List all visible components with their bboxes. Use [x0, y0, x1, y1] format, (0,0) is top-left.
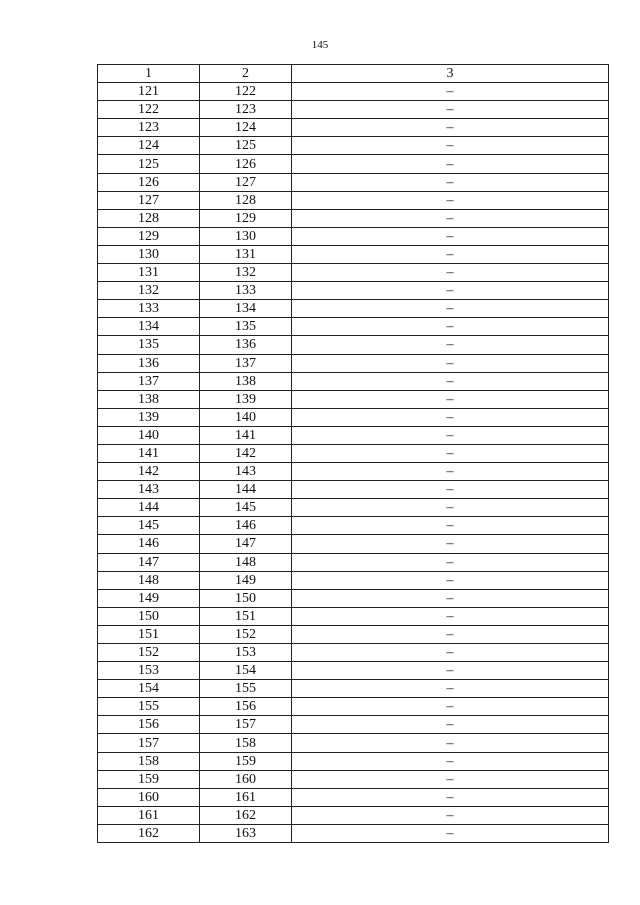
cell-column-3: –: [292, 463, 609, 481]
cell-column-3: –: [292, 607, 609, 625]
cell-column-2: 156: [200, 698, 292, 716]
table-row: [98, 444, 609, 462]
table-row: [98, 191, 609, 209]
column-header-2: 2: [200, 65, 292, 83]
table-row: [98, 824, 609, 842]
cell-column-3: –: [292, 662, 609, 680]
cell-column-1: 143: [98, 481, 200, 499]
table-row: [98, 571, 609, 589]
table-row: [98, 698, 609, 716]
table-row: [98, 390, 609, 408]
table-row: [98, 644, 609, 662]
cell-column-3: –: [292, 137, 609, 155]
cell-column-2: 143: [200, 463, 292, 481]
cell-column-3: –: [292, 191, 609, 209]
cell-column-3: –: [292, 535, 609, 553]
cell-column-2: 135: [200, 318, 292, 336]
cell-column-2: 141: [200, 426, 292, 444]
cell-column-1: 137: [98, 372, 200, 390]
cell-column-3: –: [292, 481, 609, 499]
table-row: [98, 372, 609, 390]
table-row: [98, 354, 609, 372]
cell-column-2: 134: [200, 300, 292, 318]
table-row: [98, 589, 609, 607]
cell-column-2: 151: [200, 607, 292, 625]
cell-column-3: –: [292, 625, 609, 643]
cell-column-1: 126: [98, 173, 200, 191]
cell-column-2: 145: [200, 499, 292, 517]
cell-column-3: –: [292, 517, 609, 535]
table-row: [98, 499, 609, 517]
table-row: [98, 716, 609, 734]
column-header-1: 1: [98, 65, 200, 83]
table-row: [98, 553, 609, 571]
cell-column-1: 155: [98, 698, 200, 716]
cell-column-2: 158: [200, 734, 292, 752]
cell-column-1: 145: [98, 517, 200, 535]
table-row: [98, 227, 609, 245]
cell-column-2: 131: [200, 245, 292, 263]
cell-column-1: 136: [98, 354, 200, 372]
cell-column-1: 125: [98, 155, 200, 173]
table-row: [98, 300, 609, 318]
table-row: [98, 770, 609, 788]
cell-column-2: 125: [200, 137, 292, 155]
cell-column-3: –: [292, 589, 609, 607]
cell-column-2: 142: [200, 444, 292, 462]
cell-column-2: 132: [200, 264, 292, 282]
table-row: [98, 680, 609, 698]
table-row: [98, 752, 609, 770]
cell-column-2: 163: [200, 824, 292, 842]
cell-column-3: –: [292, 173, 609, 191]
cell-column-3: –: [292, 155, 609, 173]
cell-column-3: –: [292, 336, 609, 354]
table-row: [98, 408, 609, 426]
cell-column-1: 148: [98, 571, 200, 589]
cell-column-2: 152: [200, 625, 292, 643]
cell-column-2: 136: [200, 336, 292, 354]
table-row: [98, 155, 609, 173]
cell-column-1: 152: [98, 644, 200, 662]
table-row: [98, 101, 609, 119]
cell-column-1: 121: [98, 83, 200, 101]
table-row: [98, 625, 609, 643]
table-row: [98, 481, 609, 499]
cell-column-3: –: [292, 499, 609, 517]
cell-column-1: 154: [98, 680, 200, 698]
cell-column-1: 129: [98, 227, 200, 245]
page-number: 145: [311, 39, 329, 51]
table-row: [98, 119, 609, 137]
cell-column-1: 134: [98, 318, 200, 336]
table-row: [98, 806, 609, 824]
table-row: [98, 734, 609, 752]
table-row: [98, 318, 609, 336]
cell-column-2: 146: [200, 517, 292, 535]
cell-column-2: 137: [200, 354, 292, 372]
table-row: [98, 264, 609, 282]
table-row: [98, 137, 609, 155]
cell-column-1: 142: [98, 463, 200, 481]
cell-column-1: 123: [98, 119, 200, 137]
cell-column-2: 147: [200, 535, 292, 553]
cell-column-2: 140: [200, 408, 292, 426]
cell-column-3: –: [292, 680, 609, 698]
cell-column-2: 139: [200, 390, 292, 408]
cell-column-1: 138: [98, 390, 200, 408]
cell-column-2: 160: [200, 770, 292, 788]
cell-column-2: 149: [200, 571, 292, 589]
cell-column-1: 132: [98, 282, 200, 300]
cell-column-1: 122: [98, 101, 200, 119]
cell-column-3: –: [292, 83, 609, 101]
cell-column-1: 147: [98, 553, 200, 571]
cell-column-1: 139: [98, 408, 200, 426]
table-row: [98, 173, 609, 191]
cell-column-3: –: [292, 444, 609, 462]
cell-column-1: 149: [98, 589, 200, 607]
cell-column-3: –: [292, 571, 609, 589]
cell-column-2: 129: [200, 209, 292, 227]
cell-column-2: 159: [200, 752, 292, 770]
cell-column-3: –: [292, 300, 609, 318]
cell-column-2: 130: [200, 227, 292, 245]
cell-column-3: –: [292, 119, 609, 137]
cell-column-1: 127: [98, 191, 200, 209]
cell-column-1: 124: [98, 137, 200, 155]
table-row: [98, 662, 609, 680]
table-row: [98, 788, 609, 806]
cell-column-2: 126: [200, 155, 292, 173]
column-header-3: 3: [292, 65, 609, 83]
cell-column-3: –: [292, 698, 609, 716]
cell-column-3: –: [292, 806, 609, 824]
table-body: [98, 83, 609, 843]
cell-column-3: –: [292, 264, 609, 282]
cell-column-3: –: [292, 101, 609, 119]
cell-column-3: –: [292, 716, 609, 734]
cell-column-2: 128: [200, 191, 292, 209]
table-row: [98, 607, 609, 625]
cell-column-1: 141: [98, 444, 200, 462]
cell-column-2: 162: [200, 806, 292, 824]
cell-column-1: 159: [98, 770, 200, 788]
cell-column-3: –: [292, 209, 609, 227]
cell-column-2: 122: [200, 83, 292, 101]
cell-column-3: –: [292, 788, 609, 806]
data-table: [97, 64, 609, 843]
cell-column-3: –: [292, 408, 609, 426]
cell-column-2: 155: [200, 680, 292, 698]
table-row: [98, 426, 609, 444]
table-row: [98, 282, 609, 300]
cell-column-2: 148: [200, 553, 292, 571]
cell-column-3: –: [292, 553, 609, 571]
cell-column-1: 156: [98, 716, 200, 734]
cell-column-3: –: [292, 372, 609, 390]
cell-column-3: –: [292, 734, 609, 752]
cell-column-3: –: [292, 426, 609, 444]
cell-column-2: 157: [200, 716, 292, 734]
cell-column-2: 124: [200, 119, 292, 137]
cell-column-2: 153: [200, 644, 292, 662]
table-row: [98, 209, 609, 227]
cell-column-1: 128: [98, 209, 200, 227]
cell-column-1: 133: [98, 300, 200, 318]
cell-column-1: 157: [98, 734, 200, 752]
cell-column-1: 160: [98, 788, 200, 806]
cell-column-3: –: [292, 282, 609, 300]
cell-column-2: 133: [200, 282, 292, 300]
cell-column-1: 162: [98, 824, 200, 842]
cell-column-3: –: [292, 318, 609, 336]
cell-column-3: –: [292, 354, 609, 372]
cell-column-2: 123: [200, 101, 292, 119]
cell-column-1: 135: [98, 336, 200, 354]
cell-column-1: 144: [98, 499, 200, 517]
table-row: [98, 245, 609, 263]
cell-column-1: 151: [98, 625, 200, 643]
cell-column-2: 154: [200, 662, 292, 680]
cell-column-1: 158: [98, 752, 200, 770]
cell-column-3: –: [292, 390, 609, 408]
cell-column-2: 127: [200, 173, 292, 191]
table-row: [98, 517, 609, 535]
cell-column-3: –: [292, 770, 609, 788]
cell-column-3: –: [292, 644, 609, 662]
cell-column-2: 161: [200, 788, 292, 806]
cell-column-1: 130: [98, 245, 200, 263]
cell-column-2: 144: [200, 481, 292, 499]
cell-column-3: –: [292, 752, 609, 770]
table-row: [98, 336, 609, 354]
cell-column-3: –: [292, 245, 609, 263]
cell-column-2: 150: [200, 589, 292, 607]
table-header-row: [98, 65, 609, 83]
table-row: [98, 83, 609, 101]
cell-column-1: 150: [98, 607, 200, 625]
cell-column-3: –: [292, 824, 609, 842]
table-row: [98, 535, 609, 553]
cell-column-3: –: [292, 227, 609, 245]
cell-column-1: 153: [98, 662, 200, 680]
table-row: [98, 463, 609, 481]
cell-column-1: 131: [98, 264, 200, 282]
cell-column-1: 140: [98, 426, 200, 444]
cell-column-1: 161: [98, 806, 200, 824]
cell-column-1: 146: [98, 535, 200, 553]
cell-column-2: 138: [200, 372, 292, 390]
